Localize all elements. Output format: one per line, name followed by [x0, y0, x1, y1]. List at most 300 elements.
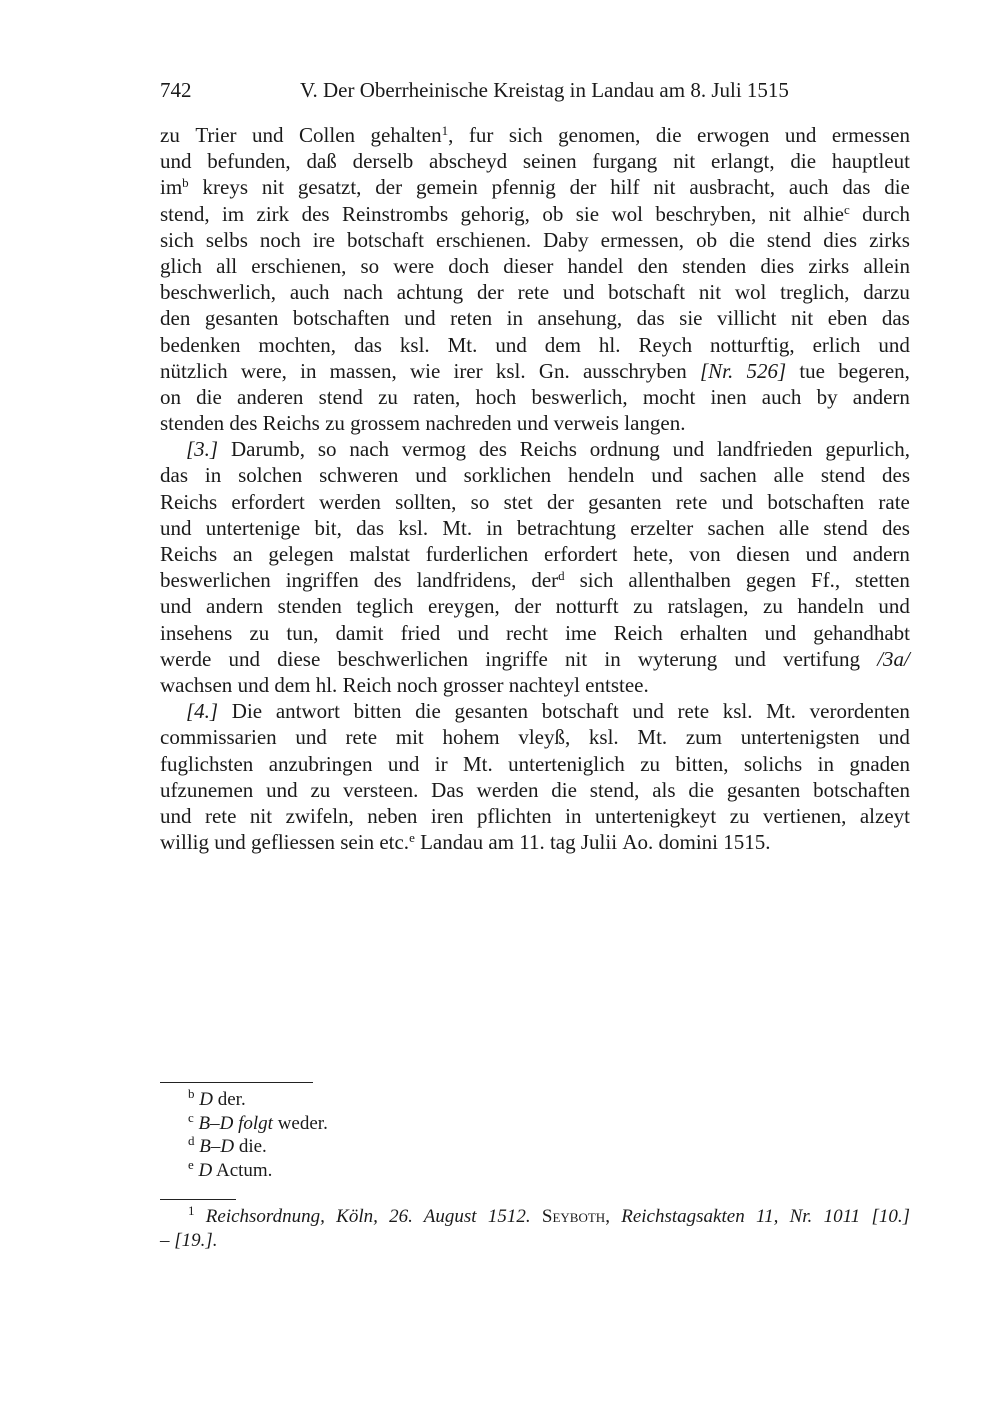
text: dieser: [503, 253, 554, 278]
word: [286, 803, 354, 829]
text: hl.: [598, 332, 621, 357]
text-line: [160, 358, 910, 384]
text: und: [295, 725, 327, 750]
word: [160, 829, 214, 855]
text: werde: [160, 646, 212, 671]
word: [475, 384, 516, 410]
text: anzubringen: [268, 751, 373, 776]
note-marker: d: [188, 1133, 195, 1149]
word: [806, 541, 838, 567]
word: [523, 148, 577, 174]
word: [250, 803, 272, 829]
word: [655, 201, 756, 227]
word: [425, 410, 517, 436]
word: [160, 724, 277, 750]
text: der: [531, 568, 559, 593]
text: gegen: [745, 568, 797, 593]
word: [551, 777, 577, 803]
word: [589, 724, 619, 750]
text: den: [637, 253, 668, 278]
text: landfrieden: [716, 437, 813, 462]
word: [519, 829, 550, 855]
text: und: [878, 725, 910, 750]
word: [160, 489, 217, 515]
word: [374, 567, 402, 593]
note-marker: 1: [441, 123, 449, 138]
word: [241, 358, 287, 384]
text: gesanten: [726, 777, 801, 802]
text: sein: [340, 830, 375, 855]
word: [336, 620, 384, 646]
word: [601, 227, 684, 253]
text: seinen: [522, 149, 577, 174]
word: [658, 829, 723, 855]
word: [350, 410, 425, 436]
text: dem: [274, 672, 311, 697]
word: [696, 227, 717, 253]
word: [319, 462, 398, 488]
word: [542, 201, 563, 227]
text: gesanten: [204, 306, 279, 331]
word: [509, 122, 543, 148]
text: bitten: [353, 699, 402, 724]
word: [667, 593, 748, 619]
word: [789, 174, 829, 200]
text: commissarien: [160, 725, 277, 750]
text: sich: [508, 123, 543, 147]
text-line: [160, 436, 910, 462]
note-marker: c: [188, 1109, 194, 1125]
text: were,: [240, 358, 287, 383]
word: [811, 567, 840, 593]
text-line: [160, 698, 910, 724]
word: [769, 201, 791, 227]
text: zirk: [256, 201, 290, 226]
word: [653, 174, 675, 200]
word: [206, 593, 263, 619]
text: hauptleut: [831, 149, 910, 174]
word: [813, 332, 861, 358]
word: [853, 541, 910, 567]
text: nit: [653, 175, 676, 200]
text: und: [805, 542, 838, 566]
text: were: [393, 253, 435, 278]
word: [353, 148, 414, 174]
text: noch: [396, 672, 438, 697]
text: gehorig,: [460, 201, 530, 226]
text: die: [790, 149, 817, 174]
word: [479, 436, 507, 462]
word: [160, 358, 228, 384]
word: [700, 358, 733, 384]
text: [3.]: [186, 437, 219, 462]
note-marker: b: [188, 1086, 195, 1101]
word: [832, 148, 910, 174]
text: handeln: [797, 594, 864, 619]
text: die: [655, 123, 682, 147]
word: [286, 620, 318, 646]
word: [354, 332, 382, 358]
text: und: [160, 515, 192, 540]
note-text: die.: [234, 1136, 267, 1158]
word: [679, 305, 702, 331]
text: in: [300, 358, 317, 383]
text: stend: [820, 463, 866, 488]
text: recht: [505, 620, 548, 645]
text: etc.: [379, 830, 410, 855]
word: [565, 646, 587, 672]
text: hendeln: [567, 463, 635, 488]
word: [486, 515, 502, 541]
text: Mt.: [447, 332, 478, 357]
text: Trier: [195, 123, 237, 147]
text: ufzunemen: [160, 777, 254, 802]
word: [186, 698, 218, 724]
text: ob: [542, 201, 564, 226]
text: Ff.,: [810, 568, 841, 593]
text: und: [404, 306, 436, 331]
word: [343, 672, 397, 698]
word: [260, 227, 301, 253]
text-line: [160, 253, 910, 279]
text: erschienen,: [251, 253, 347, 278]
text: solchen: [238, 463, 303, 488]
text: zirks: [808, 253, 850, 278]
word: [504, 489, 533, 515]
text: stend: [318, 384, 363, 409]
word: [790, 148, 816, 174]
word: [251, 253, 346, 279]
word: [675, 751, 728, 777]
text: Reichs: [160, 542, 218, 566]
word: [568, 462, 634, 488]
text: hilf: [610, 175, 640, 200]
word: [604, 646, 620, 672]
text: der: [514, 594, 542, 619]
word: [488, 829, 519, 855]
text: beschryben,: [655, 201, 757, 226]
word: [216, 253, 237, 279]
text: andern: [206, 594, 264, 619]
note-text: D: [199, 1089, 213, 1110]
word: [544, 541, 617, 567]
text: die: [196, 384, 222, 409]
word: [435, 751, 448, 777]
text: gehalten: [370, 123, 442, 147]
word: [832, 122, 910, 148]
text: ansehung,: [537, 306, 623, 331]
text: vermog: [401, 437, 467, 462]
word: [570, 174, 597, 200]
main-text: [160, 122, 910, 855]
text: zu: [633, 594, 653, 619]
text: vertifung: [783, 646, 861, 671]
word: [319, 489, 381, 515]
text: stend,: [160, 201, 210, 226]
word: [160, 174, 189, 200]
word: [453, 358, 482, 384]
word: [580, 567, 614, 593]
word: [638, 646, 717, 672]
word: [477, 803, 552, 829]
word: [471, 489, 490, 515]
text: ingriffen: [285, 568, 359, 593]
text: werden: [319, 489, 381, 514]
text: stend: [766, 227, 812, 252]
text: dem: [544, 332, 581, 357]
text: ausbracht,: [689, 175, 776, 200]
word: [585, 672, 649, 698]
text: inen: [710, 384, 747, 409]
word: [711, 148, 775, 174]
word: [810, 698, 910, 724]
word: [397, 672, 443, 698]
word: [803, 201, 850, 227]
word: [542, 698, 619, 724]
text: sich: [579, 568, 614, 593]
word: [741, 724, 860, 750]
text: gelegen: [268, 542, 334, 566]
word: [206, 515, 300, 541]
text: gesanten: [454, 699, 528, 724]
text: so: [360, 253, 380, 278]
word: [565, 620, 597, 646]
text: pfennig: [491, 175, 556, 200]
word: [398, 515, 428, 541]
word: [563, 279, 595, 305]
word: [783, 646, 860, 672]
text: landfridens,: [416, 568, 517, 593]
word: [286, 567, 359, 593]
word: [581, 829, 622, 855]
word: [673, 148, 695, 174]
word: [863, 253, 910, 279]
word: [206, 227, 248, 253]
text: die: [729, 227, 755, 252]
word: [556, 593, 619, 619]
word: [767, 227, 811, 253]
text: zu: [640, 751, 661, 776]
footnote-text: Reichstagsakten 11, Nr. 1011 [10.]: [621, 1206, 910, 1227]
text: und: [562, 280, 595, 305]
word: [734, 646, 766, 672]
text: bedenken: [160, 332, 241, 357]
text: begeren,: [838, 358, 910, 383]
footnote: [160, 1205, 910, 1229]
text: rete: [517, 280, 550, 305]
word: [576, 201, 599, 227]
word: [595, 803, 716, 829]
note-marker: 1: [188, 1203, 195, 1218]
text-line: [160, 567, 910, 593]
text: treglich,: [780, 280, 850, 305]
word: [342, 201, 448, 227]
text: der: [476, 280, 504, 305]
text: stetten: [855, 568, 910, 593]
word: [306, 148, 336, 174]
word: [343, 279, 383, 305]
text: Landau: [420, 830, 484, 855]
word: [882, 515, 910, 541]
text: werden: [476, 777, 539, 802]
text: fur: [468, 123, 494, 147]
word: [717, 436, 813, 462]
word: [531, 567, 564, 593]
text: wyterung: [637, 646, 718, 671]
word: [431, 803, 464, 829]
text: der: [375, 175, 403, 200]
word: [160, 620, 232, 646]
word: [417, 567, 517, 593]
text: nachteyl: [508, 672, 580, 697]
word: [252, 122, 284, 148]
word: [160, 672, 238, 698]
text: gesatzt,: [297, 175, 362, 200]
text: und: [160, 594, 192, 619]
text-line: [160, 332, 910, 358]
word: [413, 384, 460, 410]
text: zu: [160, 123, 180, 147]
word: [371, 122, 454, 148]
text: verordenten: [809, 699, 910, 724]
word: [290, 279, 330, 305]
word: [779, 515, 809, 541]
text: stet: [503, 489, 533, 514]
text: des: [881, 515, 910, 540]
text: Reichs: [262, 411, 320, 436]
word: [404, 305, 436, 331]
text: Reichs: [519, 437, 577, 462]
word: [205, 305, 278, 331]
text: sich: [160, 227, 194, 252]
note-text: Actum.: [212, 1160, 273, 1182]
text: erschienen.: [436, 227, 532, 252]
text: botschaften: [767, 489, 865, 514]
text: genomen,: [558, 123, 641, 147]
word: [765, 620, 797, 646]
word: [652, 777, 675, 803]
footnote-text: ,: [605, 1206, 622, 1227]
text: des: [478, 437, 507, 462]
word: [543, 227, 589, 253]
text: ob: [696, 227, 718, 252]
word: [429, 148, 507, 174]
word: [401, 620, 441, 646]
text: das: [636, 306, 665, 331]
text: ksl.: [399, 332, 430, 357]
word: [160, 279, 276, 305]
word: [461, 201, 530, 227]
text: und: [632, 699, 664, 724]
text: kreys: [202, 175, 249, 200]
text: notturft: [555, 594, 619, 619]
word: [420, 829, 488, 855]
word: [416, 174, 478, 200]
text: befunden,: [207, 149, 291, 174]
word: [293, 305, 390, 331]
footnote-text: Reichsordnung, Köln, 26. August 1512.: [205, 1206, 531, 1227]
text: und: [878, 332, 910, 357]
word: [735, 279, 767, 305]
note-marker: e: [188, 1157, 194, 1173]
word: [727, 777, 800, 803]
text-line: [160, 305, 910, 331]
word: [767, 489, 864, 515]
word: [588, 489, 661, 515]
text: beswerlich,: [531, 384, 628, 409]
text: sollten,: [395, 489, 457, 514]
text: [Nr.: [699, 358, 734, 383]
word: [766, 698, 796, 724]
word: [233, 541, 253, 567]
word: [431, 777, 464, 803]
text: stend,: [589, 777, 640, 802]
word: [877, 646, 910, 672]
text: ratslagen,: [667, 594, 749, 619]
note-marker: d: [558, 568, 565, 584]
word: [356, 593, 413, 619]
word: [367, 803, 417, 829]
text: und: [228, 646, 260, 671]
word: [278, 593, 342, 619]
word: [343, 777, 418, 803]
text: stenden: [682, 253, 747, 278]
word: [700, 462, 757, 488]
text-line: [160, 227, 910, 253]
text: Reich: [342, 672, 392, 697]
text: und: [721, 489, 754, 514]
word: [318, 436, 337, 462]
text: Mt.: [463, 751, 493, 776]
word: [763, 803, 846, 829]
text: des: [373, 568, 402, 593]
word: [640, 751, 660, 777]
word: [590, 777, 640, 803]
word: [622, 829, 658, 855]
word: [410, 358, 440, 384]
text-line: [160, 384, 910, 410]
word: [817, 384, 838, 410]
word: [448, 253, 489, 279]
word: [269, 751, 373, 777]
word: [495, 332, 527, 358]
text: zu: [729, 803, 750, 828]
word: [428, 593, 500, 619]
word: [638, 332, 692, 358]
text: nit: [698, 280, 722, 305]
text: daß: [306, 149, 337, 174]
word: [860, 803, 910, 829]
text: botschaft: [347, 227, 424, 252]
text: das: [842, 175, 871, 200]
word: [813, 620, 910, 646]
word: [360, 253, 379, 279]
word: [207, 148, 290, 174]
word: [160, 777, 253, 803]
text: und: [734, 646, 766, 671]
word: [717, 305, 777, 331]
text: so: [317, 437, 337, 462]
text: stenden: [277, 594, 342, 619]
text: notturftig,: [710, 332, 795, 357]
text: ordnung: [589, 437, 660, 462]
text: und: [415, 463, 447, 488]
text: die: [551, 777, 577, 802]
text: ermessen: [831, 123, 910, 147]
text: durch: [862, 201, 910, 226]
text: botschaften: [813, 777, 910, 802]
text: Reich: [613, 620, 663, 645]
